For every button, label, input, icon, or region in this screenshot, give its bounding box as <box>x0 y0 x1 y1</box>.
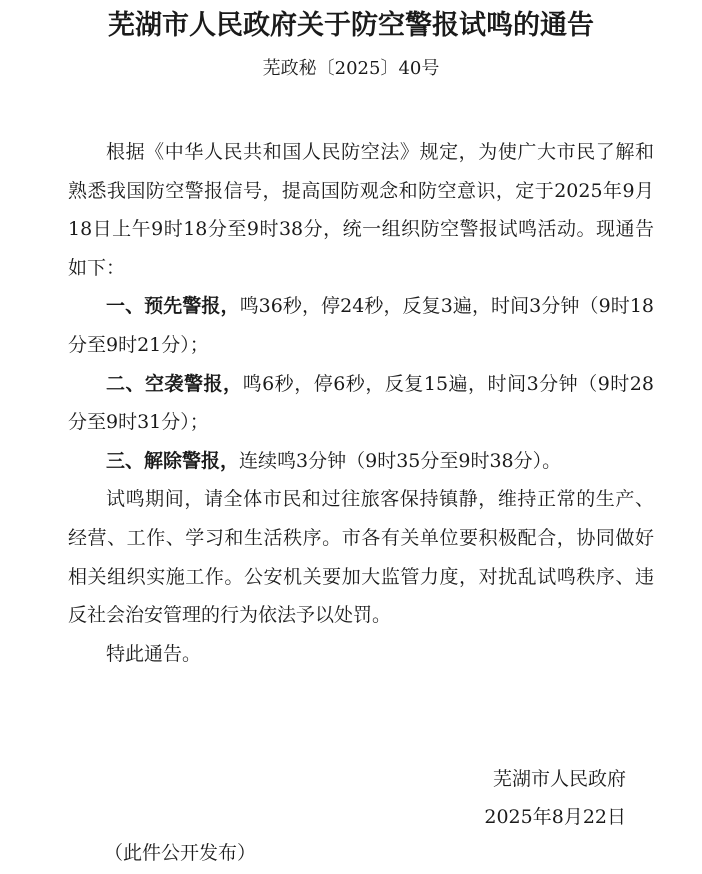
document-number: 芜政秘〔2025〕40号 <box>262 58 440 79</box>
alert-label: 二、空袭警报， <box>106 372 243 395</box>
signature-organization: 芜湖市人民政府 <box>492 768 626 790</box>
signature-block <box>484 760 626 836</box>
alert-detail: 连续鸣3分钟（9时35分至9时38分）。 <box>239 449 562 472</box>
alert-item-all-clear <box>68 442 654 481</box>
alert-detail: 鸣6秒，停6秒，反复15遍，时间3分钟（9时28分至9时31分）； <box>68 372 654 434</box>
closing-paragraph: 特此通告。 <box>106 642 202 665</box>
document-body <box>68 133 654 673</box>
alert-label: 三、解除警报， <box>106 449 240 472</box>
release-note: （此件公开发布） <box>104 842 257 864</box>
document-title: 芜湖市人民政府关于防空警报试鸣的通告 <box>108 10 594 41</box>
intro-paragraph: 根据《中华人民共和国人民防空法》规定，为使广大市民了解和熟悉我国防空警报信号，提高国防观念和防空意识，定于2025年9月18日上午9时18分至9时38分，统一组织防空警报试鸣活动。现通告如下： <box>68 141 654 279</box>
alert-item-preliminary <box>68 287 654 364</box>
alert-item-air-raid <box>68 365 654 442</box>
alert-detail: 鸣36秒，停24秒，反复3遍，时间3分钟（9时18分至9时21分）； <box>68 295 654 356</box>
alert-label: 一、预先警报， <box>106 295 240 318</box>
notice-paragraph: 试鸣期间，请全体市民和过往旅客保持镇静，维持正常的生产、经营、工作、学习和生活秩序。市各有关单位要积极配合，协同做好相关组织实施工作。公安机关要加大监管力度，对扰乱试鸣秩序、违反社会治安管理的行为依法予以处罚。 <box>68 488 654 627</box>
signature-date: 2025年8月22日 <box>484 806 626 828</box>
